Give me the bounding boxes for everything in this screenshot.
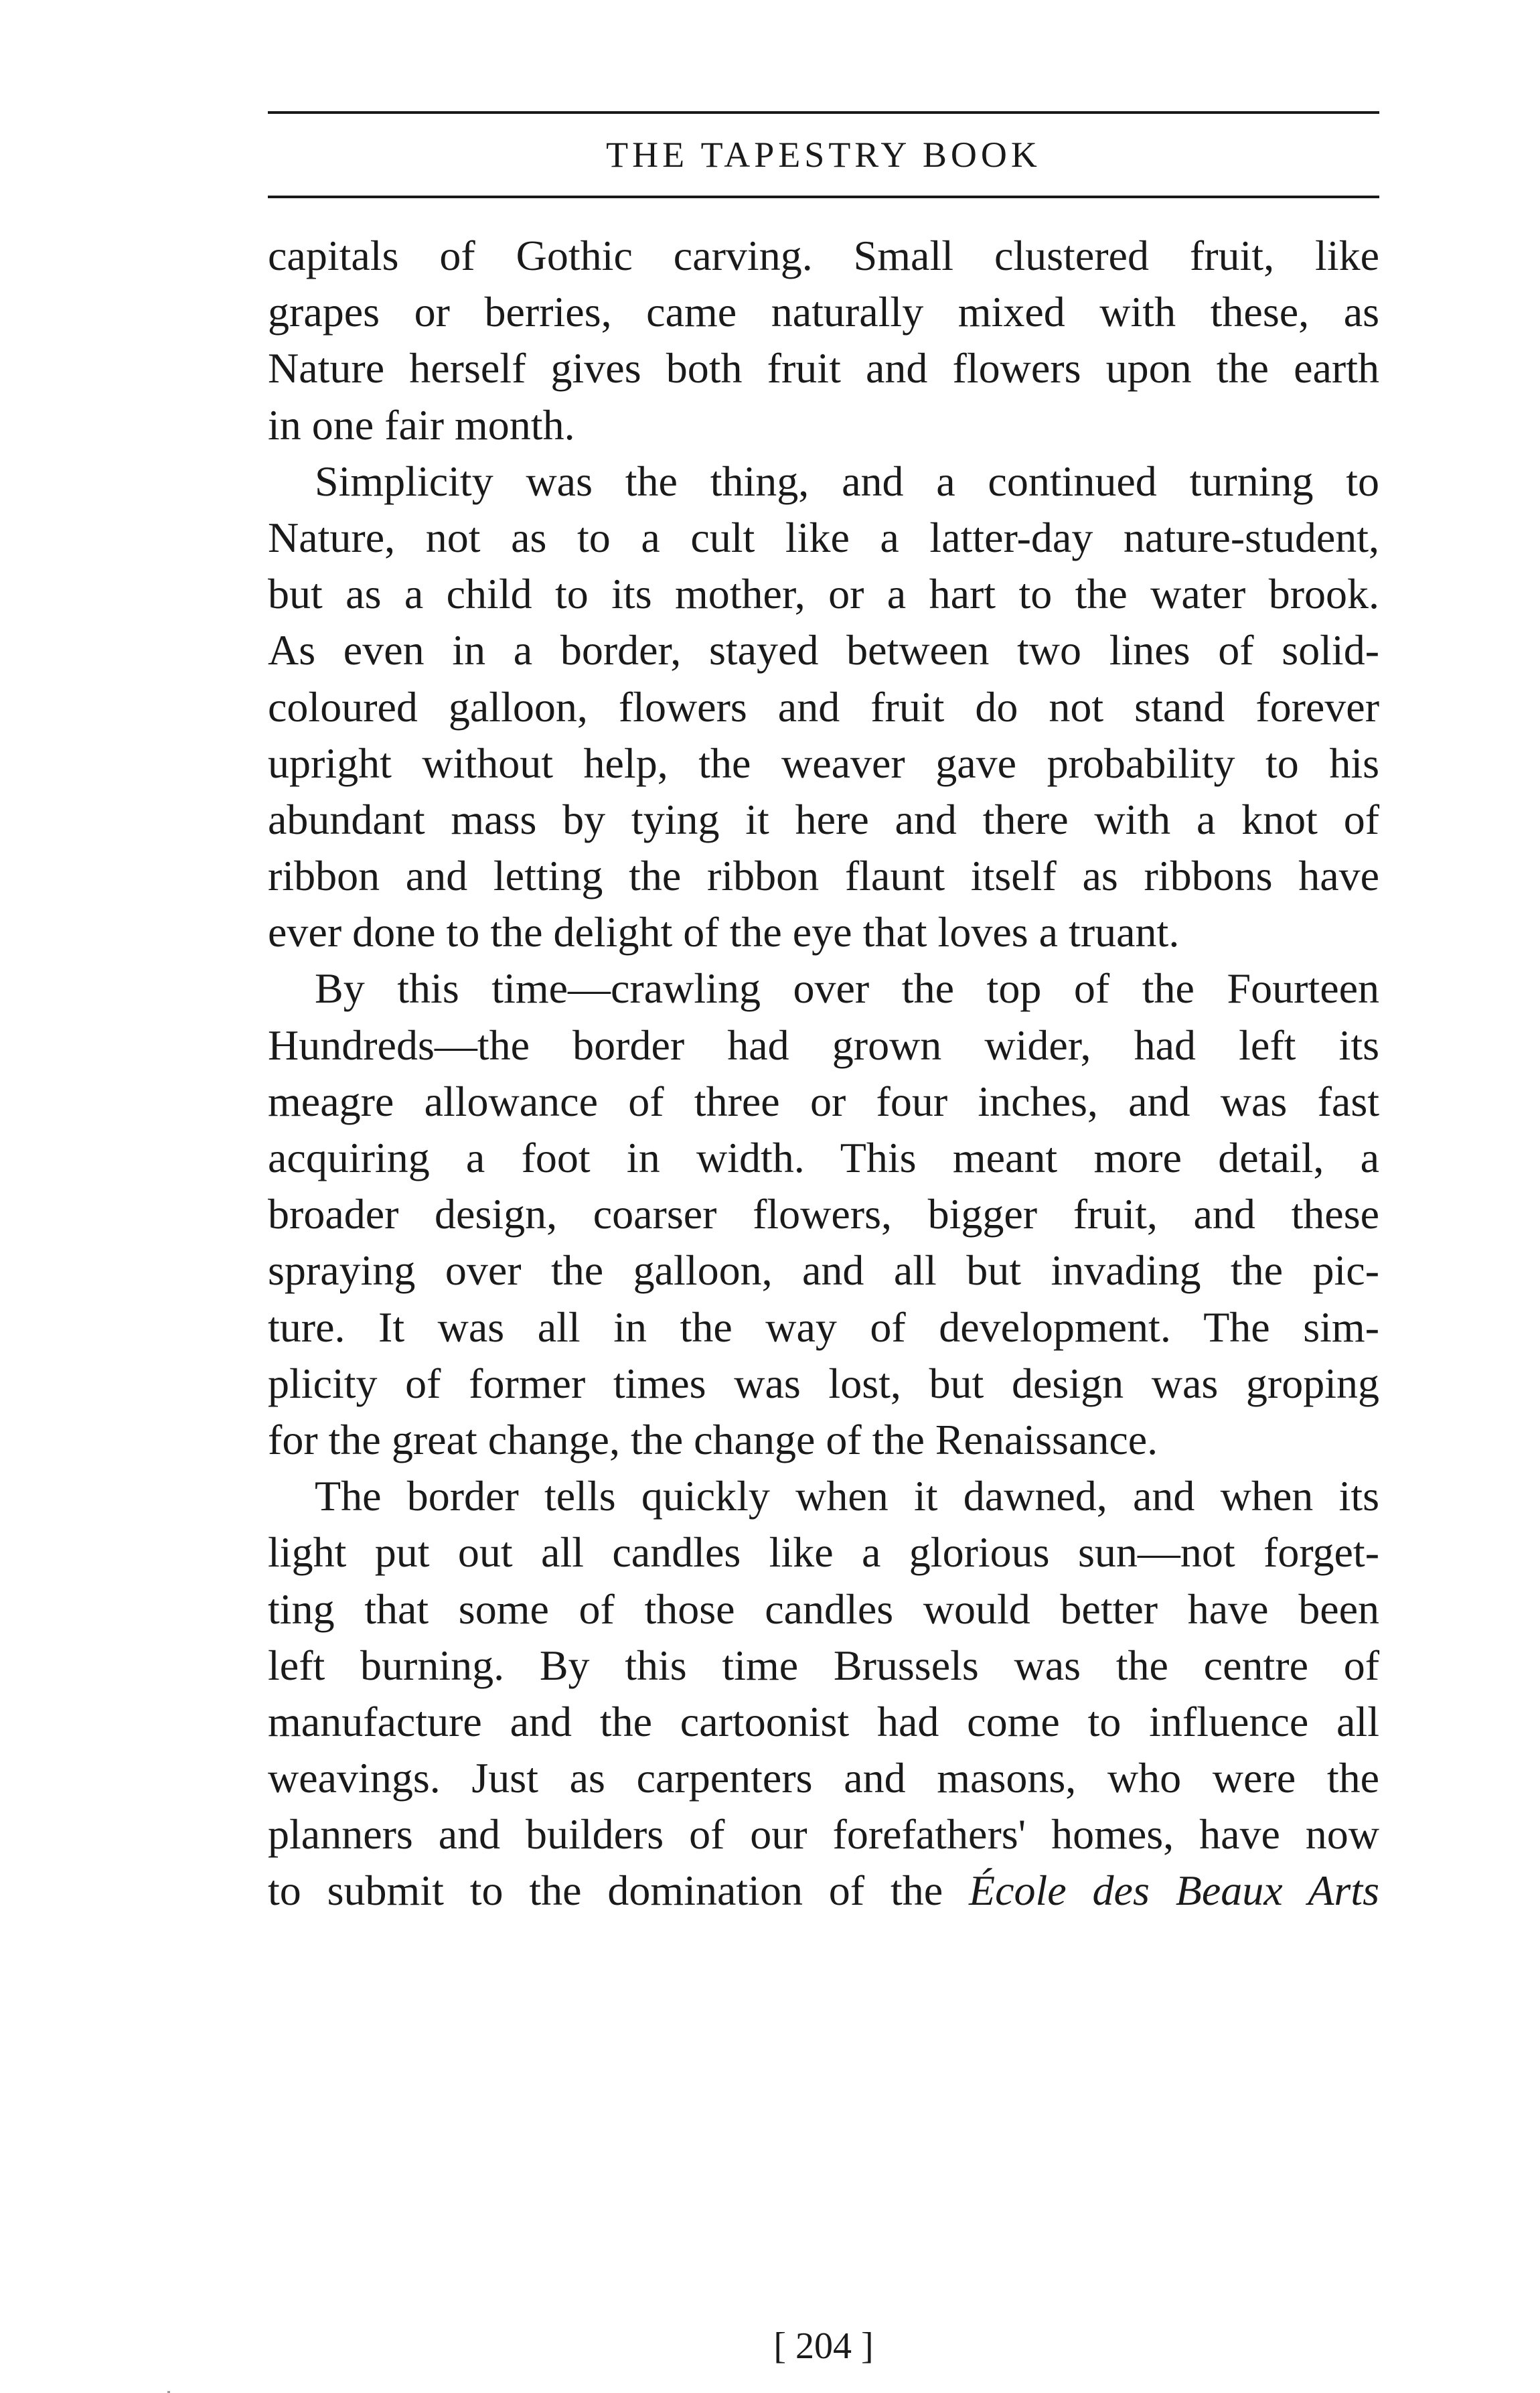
text-line-content: broader design, coarser flowers, bigger fruit, and these	[268, 1190, 1379, 1238]
text-line	[268, 792, 1379, 848]
text-line	[268, 1412, 1379, 1468]
text-line-content: for the great change, the change of the Renaissance.	[268, 1415, 1158, 1463]
text-line-content: but as a child to its mother, or a hart to the water brook.	[268, 570, 1379, 618]
text-line-content: grapes or berries, came naturally mixed with these, as	[268, 288, 1379, 336]
text-line-content: planners and builders of our forefathers' homes, have now	[268, 1810, 1379, 1859]
text-line-content: light put out all candles like a glorious sun—not forget-	[268, 1528, 1379, 1577]
text-line-content: Hundreds—the border had grown wider, had left its	[268, 1021, 1379, 1069]
header-rule-top	[268, 111, 1379, 114]
text-line-content: acquiring a foot in width. This meant more detail, a	[268, 1134, 1379, 1181]
text-line	[268, 1524, 1379, 1581]
text-line	[268, 453, 1379, 510]
text-line-content: ting that some of those candles would better have been	[268, 1585, 1379, 1633]
text-line-content: ribbon and letting the ribbon flaunt itself as ribbons have	[268, 852, 1379, 900]
body-text	[268, 228, 1379, 1919]
text-line	[268, 1242, 1379, 1299]
text-line-content: meagre allowance of three or four inches, and was fast	[268, 1077, 1379, 1125]
text-line-content: The border tells quickly when it dawned, and when its	[315, 1472, 1379, 1520]
text-line-content: ture. It was all in the way of development. The sim-	[268, 1303, 1379, 1351]
text-line-content: coloured galloon, flowers and fruit do not stand forever	[268, 682, 1379, 731]
text-line	[268, 1130, 1379, 1186]
text-line	[268, 679, 1379, 735]
text-line-content: By this time—crawling over the top of the Fourteen	[315, 964, 1379, 1013]
text-line-content: ever done to the delight of the eye that loves a truant.	[268, 908, 1180, 956]
text-line-content: manufacture and the cartoonist had come to influence all	[268, 1697, 1379, 1745]
text-line-content: As even in a border, stayed between two lines of solid-	[268, 626, 1379, 674]
text-line	[268, 622, 1379, 678]
text-line-content: to submit to the domination of the	[268, 1867, 943, 1915]
text-line	[268, 1074, 1379, 1130]
text-line-content: spraying over the galloon, and all but invading the pic-	[268, 1246, 1379, 1295]
text-line	[268, 904, 1379, 960]
text-line	[268, 340, 1379, 396]
text-line	[268, 1186, 1379, 1242]
text-line	[268, 397, 1379, 453]
page-number: [ 204 ]	[773, 2325, 874, 2367]
text-line	[268, 1638, 1379, 1694]
text-line	[268, 1750, 1379, 1806]
italic-term: École des Beaux Arts	[969, 1867, 1380, 1915]
text-line	[268, 566, 1379, 622]
text-line	[268, 510, 1379, 566]
text-line	[268, 1356, 1379, 1412]
text-line	[268, 1581, 1379, 1638]
text-line	[268, 1863, 1379, 1919]
text-line-content: capitals of Gothic carving. Small clustered fruit, like	[268, 232, 1379, 279]
text-line	[268, 960, 1379, 1017]
text-line-content: abundant mass by tying it here and there with a knot of	[268, 795, 1379, 843]
running-title: THE TAPESTRY BOOK	[606, 135, 1041, 175]
header-rule-bottom	[268, 196, 1379, 198]
text-line	[268, 1017, 1379, 1074]
text-line-content: Simplicity was the thing, and a continued turning to	[315, 457, 1379, 505]
text-line	[268, 1806, 1379, 1863]
text-line	[268, 228, 1379, 284]
text-line	[268, 735, 1379, 792]
text-line	[268, 1694, 1379, 1750]
text-line-content: Nature, not as to a cult like a latter-day nature-student,	[268, 513, 1379, 561]
text-line	[268, 1299, 1379, 1356]
text-line-content: plicity of former times was lost, but design was groping	[268, 1359, 1379, 1407]
text-line-content: in one fair month.	[268, 401, 575, 449]
text-line	[268, 284, 1379, 340]
text-line	[268, 1468, 1379, 1524]
text-line-content: upright without help, the weaver gave probability to his	[268, 739, 1379, 787]
text-line-content: left burning. By this time Brussels was the centre of	[268, 1641, 1379, 1689]
text-line-content: weavings. Just as carpenters and masons, who were the	[268, 1754, 1379, 1802]
text-line-content: Nature herself gives both fruit and flowers upon the earth	[268, 344, 1379, 392]
text-line	[268, 848, 1379, 904]
